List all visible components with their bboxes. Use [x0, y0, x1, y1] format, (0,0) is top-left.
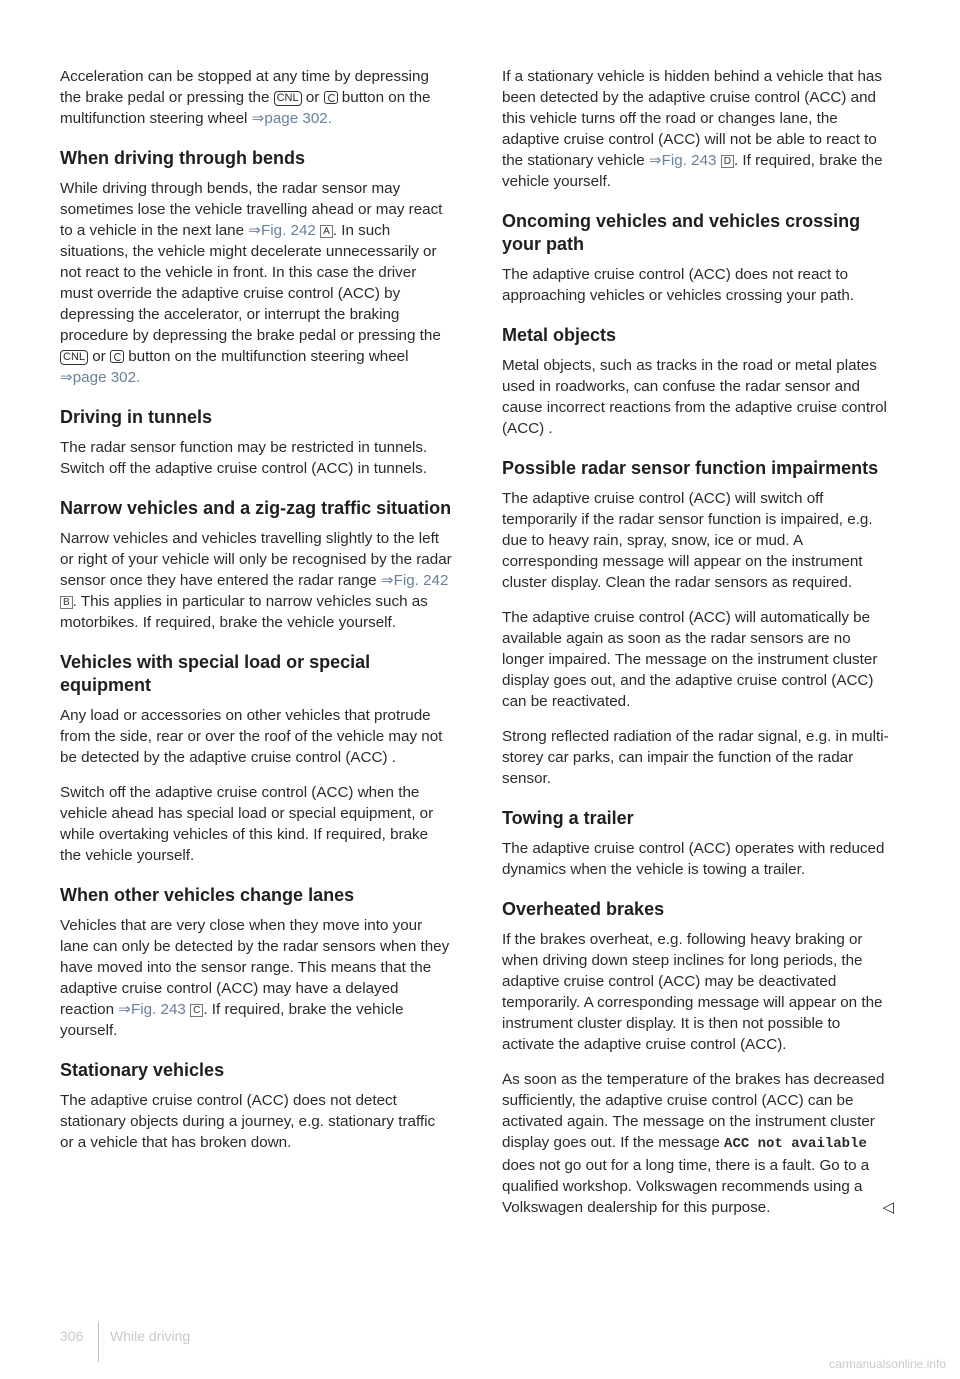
tunnels-paragraph: The radar sensor function may be restricted in tunnels. Switch off the adaptive cruise control (ACC) in tunnels. — [60, 439, 428, 477]
display-message-code: ACC not available — [724, 1136, 867, 1152]
heading-special: Vehicles with special load or special equipment — [60, 652, 371, 695]
right-column — [502, 66, 894, 1232]
cnl-key-icon: CNL — [60, 350, 88, 365]
bends-paragraph: While driving through bends, the radar sensor may sometimes lose the vehicle travelling ahead or may react to a vehicle in the next lane ⇒Fig. 242 A . In such situations, the vehicle might decelerate unnecessarily or not react to the vehicle in front. In this case the driver must override the adaptive cruise control (ACC) by depressing the accelerator, or interrupt the braking procedure by depressing the brake pedal or pressing the CNL or button on the multifunction steering wheel ⇒page 302. — [60, 180, 443, 386]
impair-paragraph-3: Strong reflected radiation of the radar signal, e.g. in multi-storey car parks, can impair the function of the radar sensor. — [502, 728, 889, 787]
heading-impairments: Possible radar sensor function impairments — [502, 458, 879, 478]
page-link[interactable]: ⇒page 302. — [60, 369, 141, 386]
footer-divider — [98, 1322, 99, 1362]
resume-button-icon — [110, 350, 124, 363]
impair-paragraph-2: The adaptive cruise control (ACC) will automatically be available again as soon as the radar sensors are no longer impaired. The message on the instrument cluster display goes out, and the adaptive cruise control (ACC) can be reactivated. — [502, 609, 878, 710]
section-end-icon: ◁ — [882, 1199, 894, 1216]
watermark: carmanualsonline.info — [829, 1357, 946, 1371]
narrow-paragraph: Narrow vehicles and vehicles travelling slightly to the left or right of your vehicle will only be recognised by the radar sensor once they have entered the radar range ⇒Fig. 242 B . This applies in particular to narrow vehicles such as motorbikes. If required, brake the vehicle yourself. — [60, 530, 452, 631]
heading-bends: When driving through bends — [60, 148, 305, 168]
oncoming-paragraph: The adaptive cruise control (ACC) does not react to approaching vehicles or vehicles crossing your path. — [502, 266, 855, 304]
towing-paragraph: The adaptive cruise control (ACC) operates with reduced dynamics when the vehicle is towing a trailer. — [502, 840, 885, 878]
cnl-key-icon: CNL — [274, 91, 302, 106]
heading-tunnels: Driving in tunnels — [60, 407, 213, 427]
page-footer — [60, 1328, 191, 1344]
heading-brakes: Overheated brakes — [502, 899, 665, 919]
fig-letter-badge: B — [60, 596, 73, 609]
heading-narrow: Narrow vehicles and a zig-zag traffic situation — [60, 498, 452, 518]
heading-metal: Metal objects — [502, 325, 617, 345]
lanes-paragraph: Vehicles that are very close when they move into your lane can only be detected by the radar sensors when they have moved into the sensor range. This means that the adaptive cruise control (ACC) may have a delayed reaction ⇒Fig. 243 C . If required, brake the vehicle yourself. — [60, 917, 450, 1039]
stationary-paragraph: The adaptive cruise control (ACC) does not detect stationary objects during a journey, e.g. stationary traffic or a vehicle that has broken down. — [60, 1092, 436, 1151]
metal-paragraph: Metal objects, such as tracks in the road or metal plates used in roadworks, can confuse the radar sensor and cause incorrect reactions from the adaptive cruise control (ACC) . — [502, 357, 887, 437]
fig-letter-badge: D — [721, 155, 734, 168]
left-column — [60, 66, 452, 1167]
heading-oncoming: Oncoming vehicles and vehicles crossing your path — [502, 211, 861, 254]
brakes-paragraph-2: As soon as the temperature of the brakes has decreased sufficiently, the adaptive cruise control (ACC) can be activated again. The message on the instrument cluster display goes out. If the message ACC not available does not go out for a long time, there is a fault. Go to a qualified workshop. Volkswagen recommends using a Volkswagen dealership for this purpose. ◁ — [502, 1071, 894, 1216]
fig-link[interactable]: ⇒Fig. 242 — [380, 572, 449, 589]
fig-link[interactable]: ⇒Fig. 242 — [248, 222, 316, 239]
fig-link[interactable]: ⇒Fig. 243 — [648, 152, 717, 169]
hidden-vehicle-paragraph: If a stationary vehicle is hidden behind a vehicle that has been detected by the adaptive cruise control (ACC) and this vehicle turns off the road or changes lane, the adaptive cruise control (ACC) will not be able to react to the stationary vehicle ⇒Fig. 243 D . If required, brake the vehicle yourself. — [502, 68, 883, 190]
special-paragraph-2: Switch off the adaptive cruise control (ACC) when the vehicle ahead has special load or special equipment, or while overtaking vehicles of this kind. If required, brake the vehicle yourself. — [60, 784, 434, 864]
fig-link[interactable]: ⇒Fig. 243 — [118, 1001, 186, 1018]
page-number: 306 — [60, 1328, 84, 1344]
impair-paragraph-1: The adaptive cruise control (ACC) will switch off temporarily if the radar sensor function is impaired, e.g. due to heavy rain, spray, snow, ice or mud. A corresponding message will appear on the instrument cluster display. Clean the radar sensors as required. — [502, 490, 873, 591]
fig-letter-badge: C — [190, 1004, 203, 1017]
heading-lanes: When other vehicles change lanes — [60, 885, 355, 905]
fig-letter-badge: A — [320, 225, 333, 238]
section-title: While driving — [110, 1328, 191, 1344]
page-link[interactable]: ⇒page 302. — [251, 110, 332, 127]
intro-paragraph: Acceleration can be stopped at any time by depressing the brake pedal or pressing the CNL or button on the multifunction steering wheel ⇒page 302. — [60, 68, 431, 127]
brakes-paragraph-1: If the brakes overheat, e.g. following heavy braking or when driving down steep inclines for long periods, the adaptive cruise control (ACC) may be deactivated temporarily. A corresponding message will appear on the instrument cluster display. It is then not possible to activate the adaptive cruise control (ACC). — [502, 931, 883, 1053]
heading-stationary: Stationary vehicles — [60, 1060, 225, 1080]
resume-button-icon — [324, 91, 338, 104]
special-paragraph-1: Any load or accessories on other vehicles that protrude from the side, rear or over the roof of the vehicle may not be detected by the adaptive cruise control (ACC) . — [60, 707, 443, 766]
heading-towing: Towing a trailer — [502, 808, 634, 828]
